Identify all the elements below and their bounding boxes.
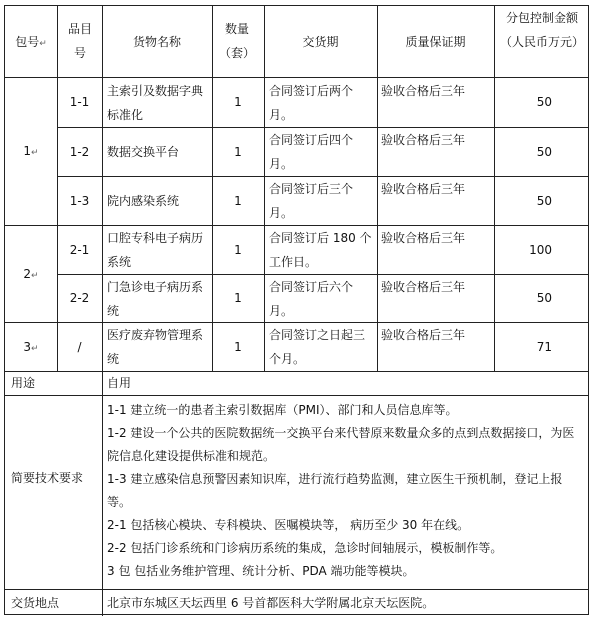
tech-line: 2-1 包括核心模块、专科模块、医嘱模块等， 病历至少 30 年在线。: [107, 518, 470, 532]
cell-pkg: 2↵: [23, 267, 39, 281]
cell-item: 2-2: [69, 291, 90, 305]
cell-item: 1-3: [69, 194, 90, 208]
tech-line: 2-2 包括门诊系统和门诊病历系统的集成，急诊时间轴展示，模板制作等。: [107, 541, 503, 555]
cell-item: /: [77, 340, 82, 354]
header-qty: 数量（套）: [218, 22, 255, 60]
cell-pkg: 3↵: [23, 340, 39, 354]
cell-delivery: 合同签订后 180 个工作日。: [269, 231, 372, 269]
cell-qty: 1: [234, 95, 242, 109]
cell-name: 数据交换平台: [107, 145, 180, 159]
col-line: [264, 6, 265, 371]
tech-requirements: [107, 399, 585, 583]
cell-delivery: 合同签订后四个月。: [269, 133, 354, 171]
cell-qty: 1: [234, 194, 242, 208]
tech-label: 简要技术要求: [11, 471, 84, 485]
cell-budget: 71: [536, 340, 552, 354]
cell-qty: 1: [234, 291, 242, 305]
header-item: 品目号: [67, 22, 92, 60]
header-delivery: 交货期: [302, 35, 339, 49]
place-value: 北京市东城区天坛西里 6 号首都医科大学附属北京天坛医院。: [107, 596, 435, 610]
cell-item: 1-2: [69, 145, 90, 159]
cell-name: 门急诊电子病历系统: [107, 280, 204, 318]
cell-warranty: 验收合格后三年: [381, 182, 466, 196]
cell-qty: 1: [234, 340, 242, 354]
tech-line: 1-1 建立统一的患者主索引数据库（PMI）、部门和人员信息库等。: [107, 403, 458, 417]
cell-pkg: 1↵: [23, 144, 39, 158]
row-line: [5, 77, 588, 78]
header-name: 货物名称: [132, 35, 181, 49]
cell-budget: 50: [536, 291, 552, 305]
tech-line: 1-2 建设一个公共的医院数据统一交换平台来代替原来数量众多的点到点数据接口，为医院信息化建设提供标准和规范。: [107, 426, 575, 463]
tech-line: 1-3 建立感染信息预警因素知识库，进行流行趋势监测，建立医生干预机制，登记上报等。: [107, 472, 563, 509]
cell-budget: 50: [536, 95, 552, 109]
cell-qty: 1: [234, 145, 242, 159]
cell-warranty: 验收合格后三年: [381, 84, 466, 98]
usage-value: 自用: [107, 376, 132, 390]
usage-label: 用途: [11, 376, 36, 390]
place-label: 交货地点: [11, 596, 60, 610]
header-warranty: 质量保证期: [405, 35, 466, 49]
cell-name: 院内感染系统: [107, 194, 180, 208]
header-pkg: 包号↵: [15, 35, 47, 49]
cell-budget: 50: [536, 145, 552, 159]
col-line: [102, 6, 103, 371]
cell-name: 主索引及数据字典标准化: [107, 84, 204, 122]
cell-budget: 50: [536, 194, 552, 208]
cell-warranty: 验收合格后三年: [381, 133, 466, 147]
cell-name: 医疗废弃物管理系统: [107, 328, 204, 366]
cell-delivery: 合同签订后两个月。: [269, 84, 354, 122]
row-line: [5, 371, 588, 372]
cell-budget: 100: [529, 243, 552, 257]
cell-warranty: 验收合格后三年: [381, 328, 466, 342]
cell-item: 2-1: [69, 243, 90, 257]
tech-line: 3 包 包括业务维护管理、统计分析、PDA 端功能等模块。: [107, 564, 415, 578]
cell-delivery: 合同签订之日起三个月。: [269, 328, 366, 366]
cell-delivery: 合同签订后六个月。: [269, 280, 354, 318]
procurement-table: [4, 5, 589, 615]
header-budget: 分包控制金额（人民币万元）: [499, 11, 584, 49]
cell-warranty: 验收合格后三年: [381, 231, 466, 245]
cell-name: 口腔专科电子病历系统: [107, 231, 204, 269]
cell-item: 1-1: [69, 95, 90, 109]
cell-delivery: 合同签订后三个月。: [269, 182, 354, 220]
row-line: [5, 589, 588, 590]
row-line: [5, 395, 588, 396]
col-line: [102, 371, 103, 616]
cell-qty: 1: [234, 243, 242, 257]
cell-warranty: 验收合格后三年: [381, 280, 466, 294]
col-line: [377, 6, 378, 371]
